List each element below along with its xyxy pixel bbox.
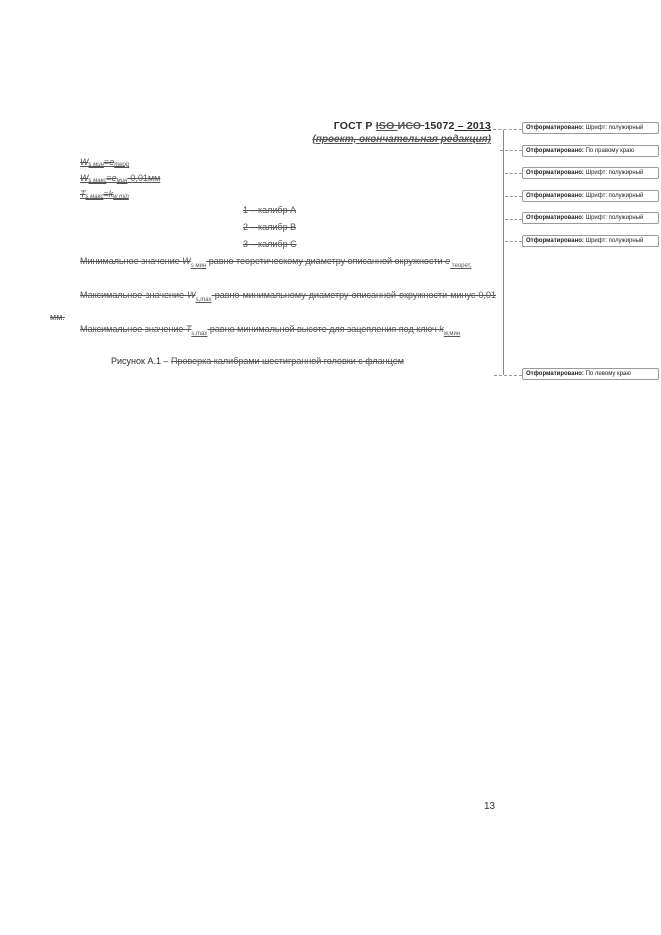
p2-sub: s,max	[195, 296, 212, 303]
comment-title: Отформатировано:	[526, 238, 584, 244]
formula-ts-max	[80, 189, 129, 200]
formula-sub: теор	[114, 162, 130, 168]
comment-title: Отформатировано:	[526, 170, 584, 176]
caption-label: Рисунок А.1 –	[111, 356, 171, 366]
comment-balloon[interactable]	[522, 167, 659, 179]
header-separator: –	[454, 120, 467, 132]
comment-title: Отформатировано:	[526, 193, 584, 199]
comment-text: Шрифт: полужирный	[583, 125, 644, 131]
comment-balloon[interactable]	[522, 212, 659, 224]
comment-connector	[505, 241, 522, 242]
p3-var: T	[185, 324, 192, 334]
comment-balloon[interactable]	[522, 190, 659, 202]
p1-sub: s мин	[190, 262, 207, 269]
header-prefix: ГОСТ Р	[333, 120, 376, 132]
caliber-a: 1 – калибр А	[243, 205, 297, 215]
formula-tail: -0,01мм	[127, 173, 161, 183]
comment-balloon[interactable]	[522, 145, 659, 157]
formula-rhs: e	[109, 157, 115, 167]
comment-connector	[488, 129, 522, 130]
header-number: 15072	[424, 120, 455, 132]
comment-text: По правому краю	[583, 148, 634, 154]
comment-text: Шрифт: полужирный	[583, 215, 644, 221]
p1-var: W	[182, 256, 191, 266]
p3-var2: k	[439, 324, 444, 334]
page-number: 13	[484, 801, 496, 812]
comment-balloon[interactable]	[522, 122, 659, 134]
formula-sub: s макс	[88, 178, 107, 184]
formula-var: W	[80, 157, 89, 167]
deleted-iso: ISO	[375, 120, 398, 132]
formula-eq: =	[103, 189, 109, 199]
header-subtitle-text: (проект, окончательная редакция)	[312, 134, 491, 145]
p1-sub2: теорет.	[450, 262, 472, 269]
comment-connector	[505, 219, 522, 220]
comment-connector	[500, 150, 522, 151]
document-header	[312, 120, 491, 145]
comment-connector	[505, 196, 522, 197]
comment-title: Отформатировано:	[526, 148, 584, 154]
formula-var: T	[80, 189, 86, 199]
paragraph-min-ws	[50, 253, 496, 275]
comment-title: Отформатировано:	[526, 215, 584, 221]
formula-eq: =	[103, 157, 110, 167]
header-year: 2013	[466, 120, 491, 132]
comment-title: Отформатировано:	[526, 125, 584, 131]
comment-balloon[interactable]	[522, 368, 659, 380]
formula-sub: w min	[113, 194, 129, 200]
comment-title: Отформатировано:	[526, 371, 584, 377]
formula-eq: =	[106, 173, 112, 183]
p2-text-a: Максимальное значение	[80, 290, 188, 300]
comment-balloon[interactable]	[522, 235, 659, 247]
p3-text-a: Максимальное значение	[80, 324, 186, 334]
formula-ws-min	[80, 157, 129, 168]
comment-text: Шрифт: полужирный	[583, 238, 644, 244]
caliber-c: 3 – калибр С	[243, 239, 297, 249]
p2-var: W	[187, 290, 196, 300]
formula-sub: s мин	[88, 162, 104, 168]
formula-ws-max	[80, 173, 160, 184]
comment-text: Шрифт: полужирный	[583, 193, 644, 199]
p2-text-b: равно минимальному диаметру описанной окружности минус 0,01 мм.	[50, 290, 496, 322]
paragraph-max-ts	[50, 321, 496, 343]
p1-text-a: Минимальное значение	[80, 256, 183, 266]
formula-sub: мин	[116, 178, 128, 184]
formula-var: W	[80, 173, 89, 183]
p3-sub: s,max	[191, 330, 208, 337]
comment-connector	[505, 173, 522, 174]
p1-var2: e	[445, 256, 451, 266]
paragraph-max-ws	[50, 287, 496, 326]
formula-sub: s макс	[85, 194, 104, 200]
deleted-iso-ru: ИСО	[397, 120, 425, 132]
standard-number	[312, 120, 491, 132]
formula-rhs: k	[108, 189, 114, 199]
comment-text: По левому краю	[583, 371, 631, 377]
revision-bar	[503, 130, 504, 375]
figure-caption	[111, 356, 404, 366]
caption-text: Проверка калибрами шестигранной головки с фланцем	[170, 356, 404, 366]
p3-sub2: w,мин	[443, 330, 461, 337]
p1-text-b: равно теоретическому диаметру описанной окружности	[206, 256, 446, 266]
p3-text-b: равно минимальной высоте для зацепления под ключ	[207, 324, 440, 334]
comment-connector	[494, 375, 522, 376]
caliber-b: 2 – калибр В	[243, 222, 297, 232]
formula-rhs: e	[111, 173, 117, 183]
comment-text: Шрифт: полужирный	[583, 170, 644, 176]
header-subtitle	[312, 134, 491, 145]
